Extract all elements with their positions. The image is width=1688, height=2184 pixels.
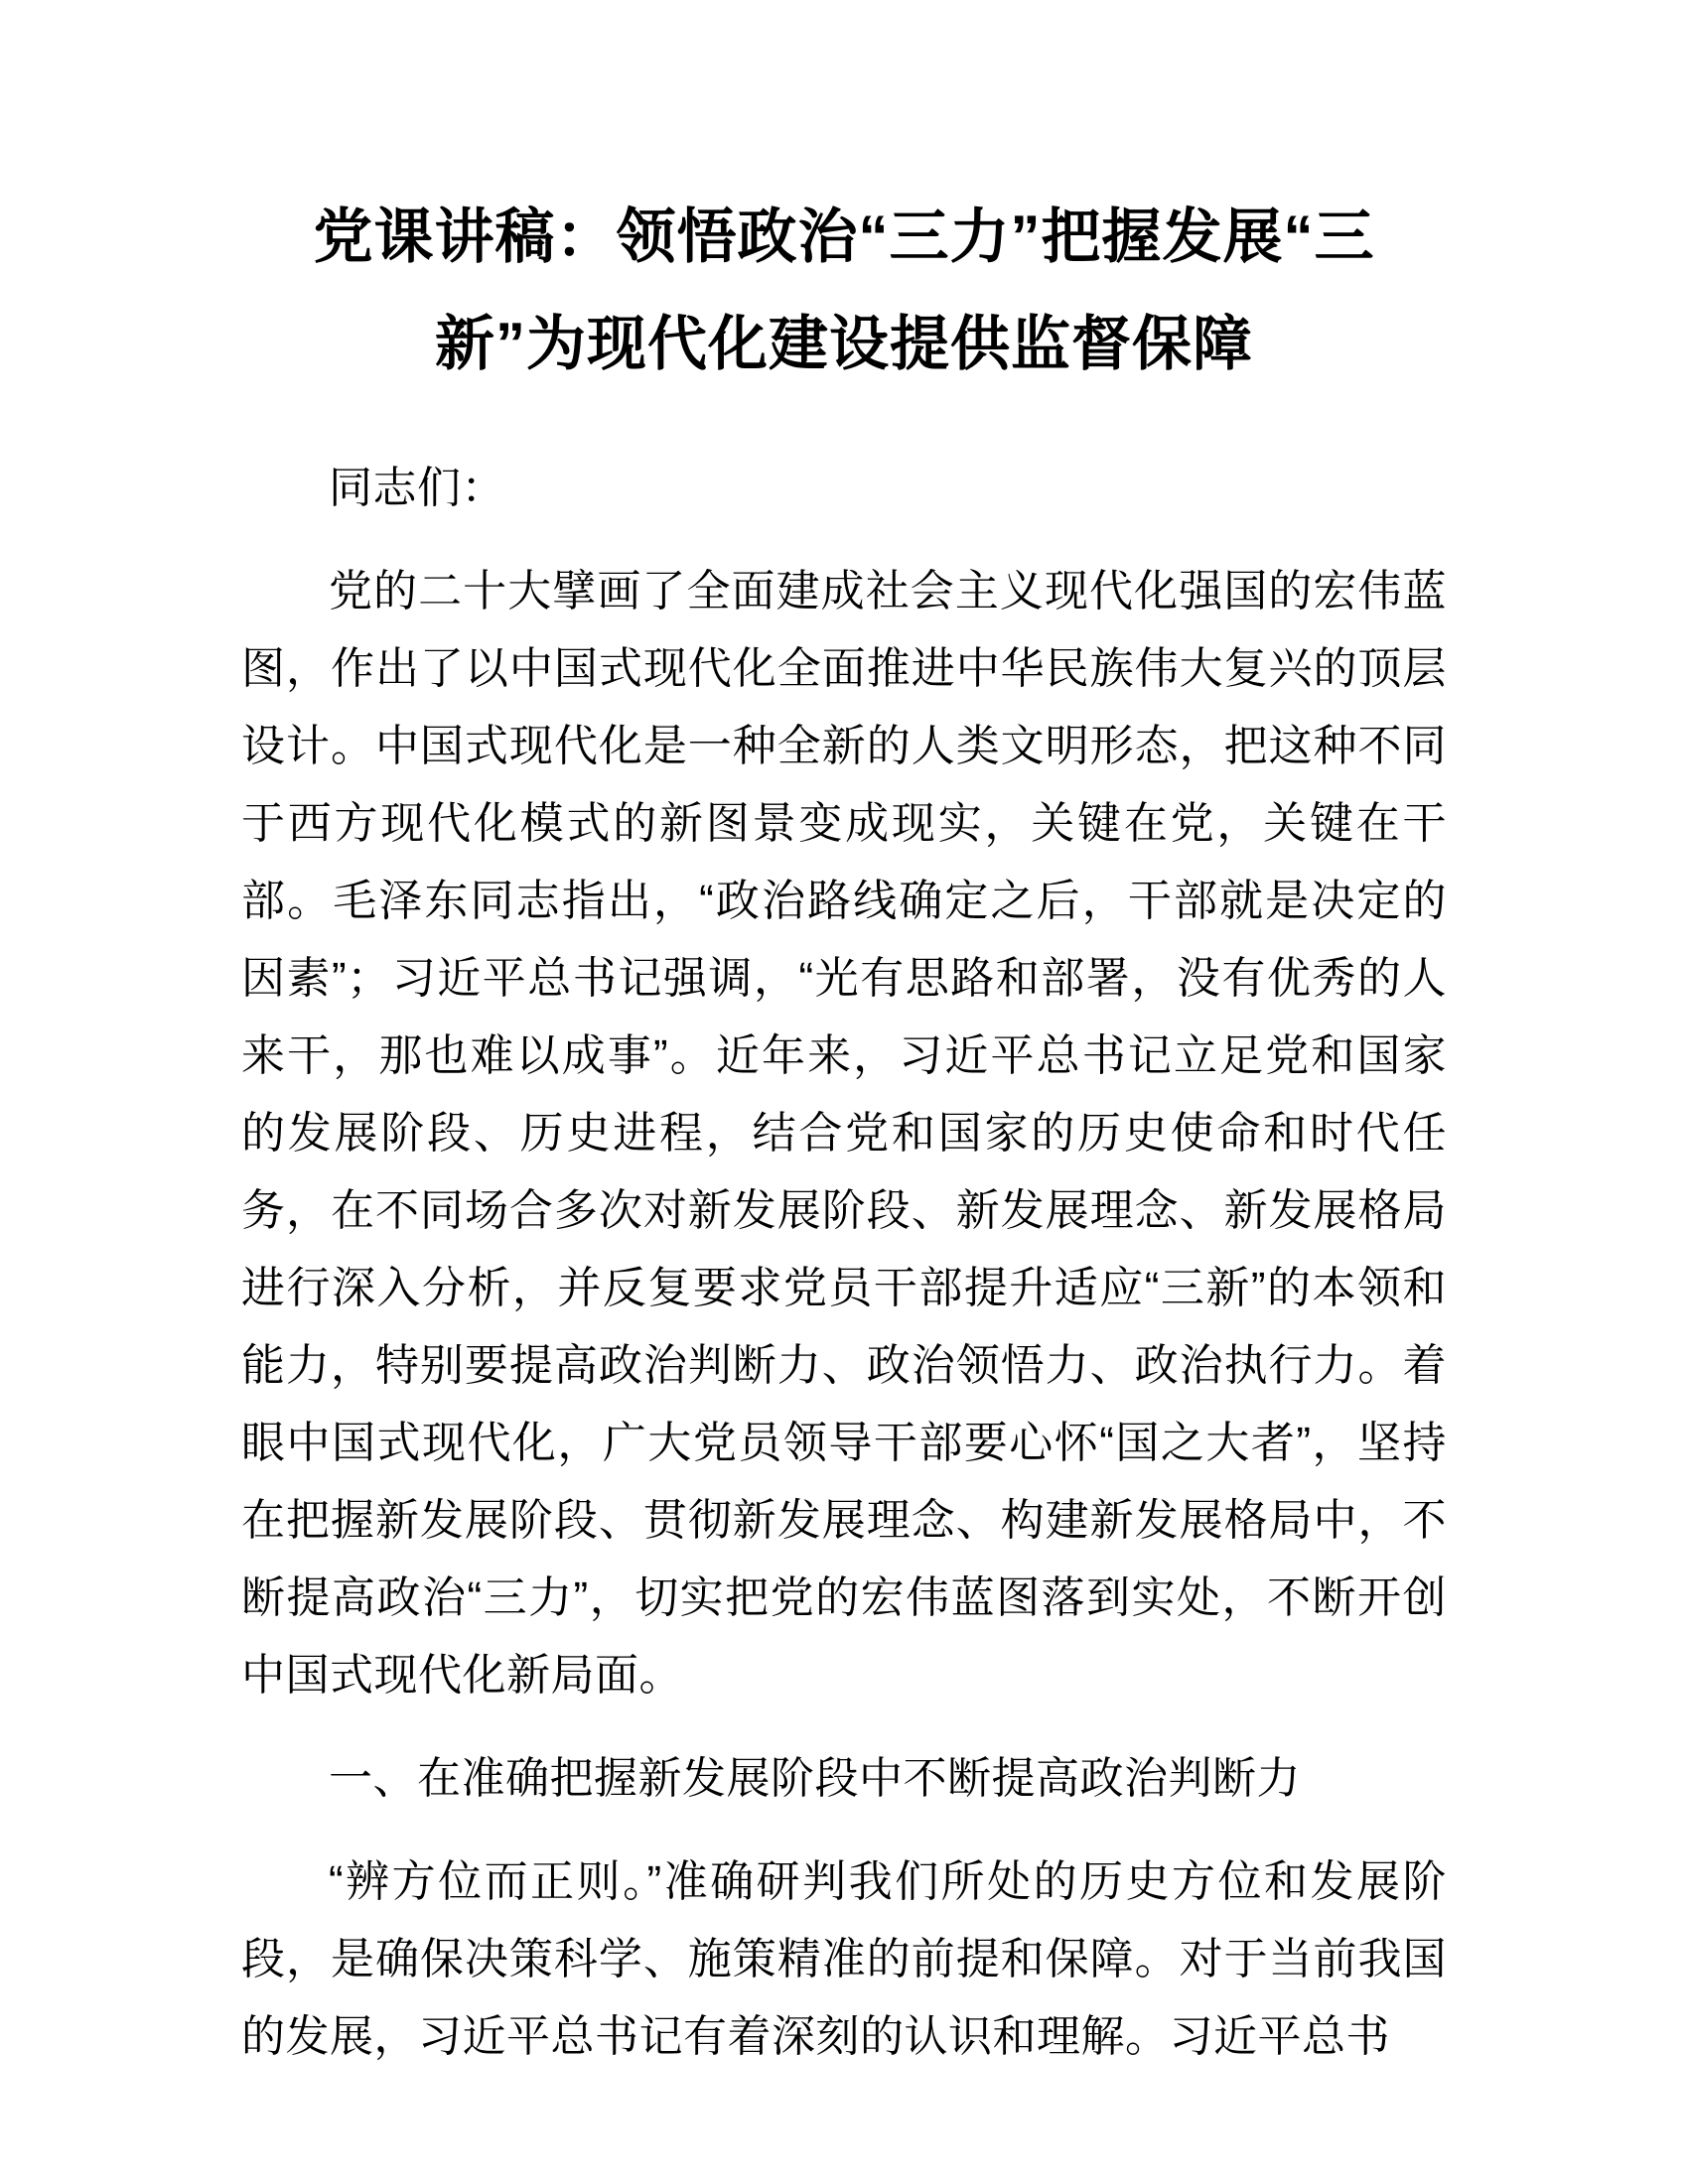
body-paragraph: “辨方位而正则。”准确研判我们所处的历史方位和发展阶段，是确保决策科学、施策精准的前提和保障。对于当前我国的发展，习近平总书记有着深刻的认识和理解。习近平总书 (241, 1857, 1447, 2061)
document-title: 党课讲稿：领悟政治“三力”把握发展“三新”为现代化建设提供监督保障 (313, 204, 1375, 377)
salutation: 同志们： (329, 464, 505, 512)
section-heading: 一、在准确把握新发展阶段中不断提高政治判断力 (329, 1754, 1301, 1803)
body-paragraph: 党的二十大擘画了全面建成社会主义现代化强国的宏伟蓝图，作出了以中国式现代化全面推进中华民族伟大复兴的顶层设计。中国式现代化是一种全新的人类文明形态，把这种不同于西方现代化模式的新图景变成现实，关键在党，关键在干部。毛泽东同志指出，“政治路线确定之后，干部就是决定的因素”；习近平总书记强调，“光有思路和部署，没有优秀的人来干，那也难以成事”。近年来，习近平总书记立足党和国家的发展阶段、历史进程，结合党和国家的历史使命和时代任务，在不同场合多次对新发展阶段、新发展理念、新发展格局进行深入分析，并反复要求党员干部提升适应“三新”的本领和能力，特别要提高政治判断力、政治领悟力、政治执行力。着眼中国式现代化，广大党员领导干部要心怀“国之大者”，坚持在把握新发展阶段、贯彻新发展理念、构建新发展格局中，不断提高政治“三力”，切实把党的宏伟蓝图落到实处，不断开创中国式现代化新局面。 (241, 567, 1447, 1700)
